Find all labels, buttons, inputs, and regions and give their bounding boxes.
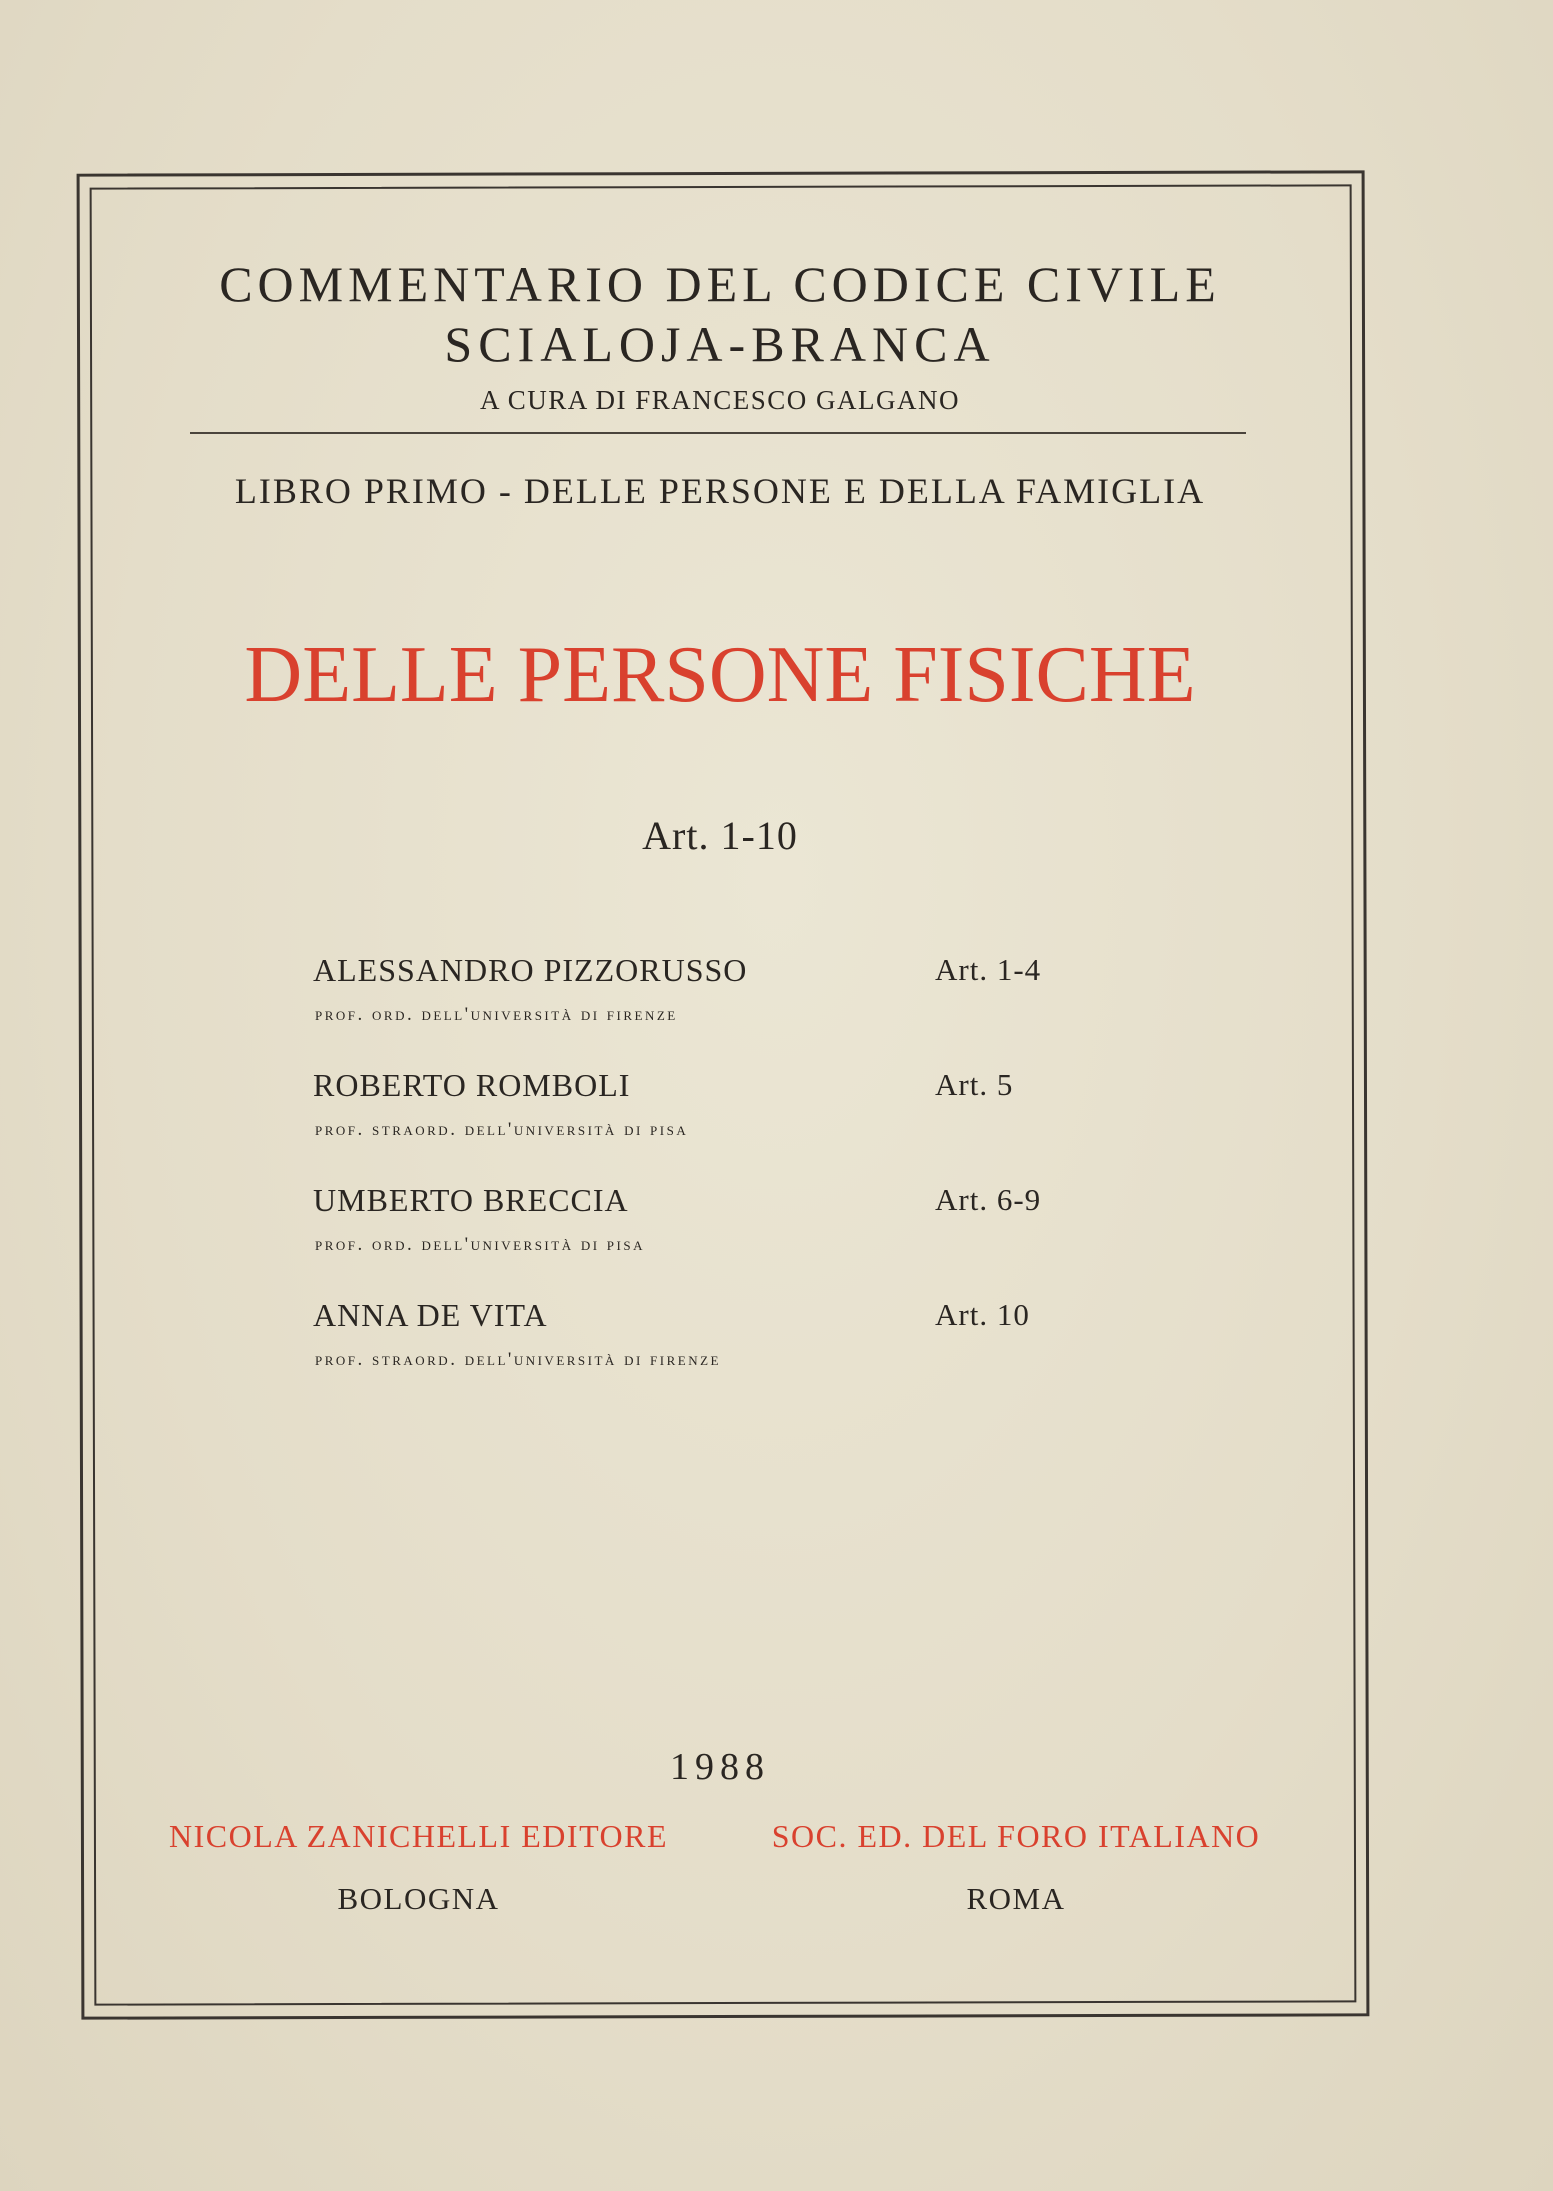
author-name: ROBERTO ROMBOLI — [313, 1067, 631, 1103]
publisher-name: SOC. ED. DEL FORO ITALIANO — [771, 1818, 1261, 1854]
publisher-left — [146, 1818, 691, 1917]
book-line: LIBRO PRIMO - DELLE PERSONE E DELLA FAMIGLIA — [234, 471, 1206, 511]
main-title: DELLE PERSONE FISICHE — [244, 631, 1196, 719]
divider-rule — [190, 432, 1246, 434]
author-affiliation: prof. straord. dell'università di firenze — [315, 1349, 721, 1370]
author-articles: Art. 10 — [935, 1297, 1030, 1332]
author-affiliation: prof. ord. dell'università di pisa — [315, 1234, 645, 1255]
series-title: COMMENTARIO DEL CODICE CIVILE — [219, 256, 1221, 312]
author-name: ANNA DE VITA — [313, 1297, 548, 1333]
author-name: ALESSANDRO PIZZORUSSO — [313, 952, 748, 988]
author-articles: Art. 6-9 — [935, 1182, 1042, 1217]
publisher-name: NICOLA ZANICHELLI EDITORE — [168, 1818, 669, 1854]
author-articles: Art. 5 — [935, 1067, 1014, 1102]
author-name: UMBERTO BRECCIA — [313, 1182, 629, 1218]
editor-line: A CURA DI FRANCESCO GALGANO — [479, 385, 961, 415]
author-articles: Art. 1-4 — [935, 952, 1042, 987]
publication-year: 1988 — [670, 1746, 770, 1788]
publisher-right — [740, 1818, 1292, 1917]
series-subtitle: SCIALOJA-BRANCA — [444, 316, 996, 372]
inner-border-frame — [90, 184, 1357, 2005]
publisher-city: BOLOGNA — [337, 1881, 500, 1916]
author-affiliation: prof. straord. dell'università di pisa — [315, 1119, 689, 1140]
author-affiliation: prof. ord. dell'università di firenze — [315, 1004, 678, 1025]
articles-range: Art. 1-10 — [642, 813, 798, 858]
publisher-city: ROMA — [966, 1881, 1066, 1916]
